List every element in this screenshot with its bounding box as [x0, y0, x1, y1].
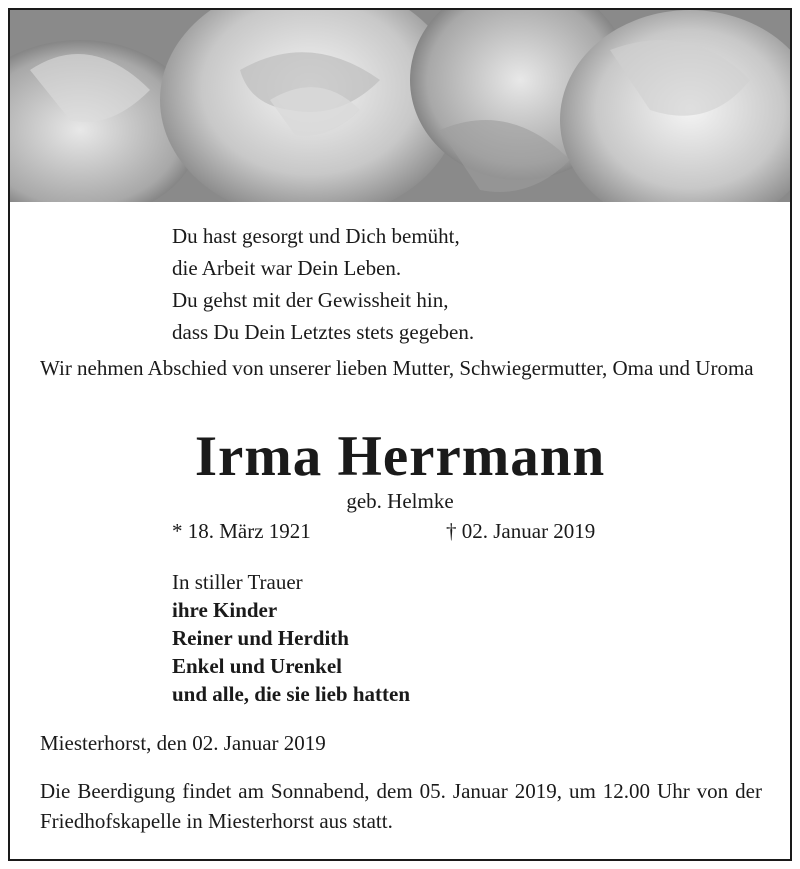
- mourners: [172, 568, 410, 708]
- place-date: Miesterhorst, den 02. Januar 2019: [40, 731, 326, 755]
- farewell-intro: Wir nehmen Abschied von unserer lieben Mutter, Schwiegermutter, Oma und Uroma: [40, 356, 754, 380]
- poem-line: Du gehst mit der Gewissheit hin,: [172, 288, 449, 312]
- deceased-name: Irma Herrmann: [194, 425, 606, 488]
- mourners-lead: In stiller Trauer: [172, 570, 303, 594]
- funeral-notice: Die Beerdigung findet am Sonnabend, dem 05. Januar 2019, um 12.00 Uhr von der Friedhofskapelle in Miesterhorst aus statt.: [40, 779, 762, 833]
- mourner-line: ihre Kinder: [172, 598, 278, 622]
- mourner-line: Enkel und Urenkel: [172, 654, 342, 678]
- death-date: † 02. Januar 2019: [446, 519, 596, 543]
- mourner-line: und alle, die sie lieb hatten: [172, 682, 411, 706]
- roses-photo: [10, 10, 790, 202]
- mourner-line: Reiner und Herdith: [172, 626, 349, 650]
- poem-line: dass Du Dein Letztes stets gegeben.: [172, 320, 475, 344]
- born-name: geb. Helmke: [346, 489, 454, 513]
- poem-line: die Arbeit war Dein Leben.: [172, 256, 402, 280]
- poem: [172, 220, 474, 348]
- obituary-frame: [8, 8, 792, 861]
- poem-line: Du hast gesorgt und Dich bemüht,: [172, 224, 460, 248]
- birth-date: * 18. März 1921: [172, 519, 311, 543]
